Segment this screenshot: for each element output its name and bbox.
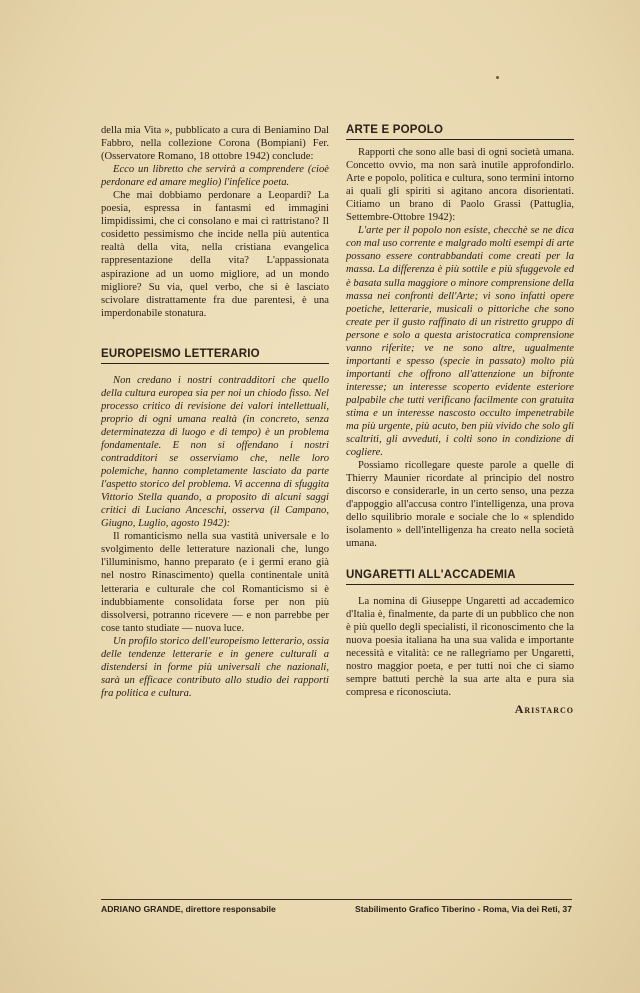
body-paragraph: Possiamo ricollegare queste parole a quelle di Thierry Maunier ricordate al principio del nostro discorso e considerarle, in un certo senso, una pezza d'appoggio all'accusa contro l'intelligenza, una prova dello squilibrio morale e sociale che lo « splendido isolamento » dell'intelligenza ha creato nella società umana. xyxy=(346,460,574,550)
intro-paragraph: della mia Vita », pubblicato a cura di Beniamino Dal Fabbro, nella collezione Corona (Bompiani) Fer. (Osservatore Romano, 18 ottobre 1942) conclude: xyxy=(101,125,329,163)
intro-paragraph: Che mai dobbiamo perdonare a Leopardi? La poesia, espressa in fantasmi ed immagini limpidissimi, che ci consolano e mai ci rattristano? Il cosidetto pessimismo che incide nella più autentica realtà della vita, nella cristiana evangelica rappresentazione della vita? L'appassionata aspirazione ad un uomo migliore, ad un mondo migliore? Su via, quel verbo, che si è lasciato scivolare distrattamente fra due parentesi, è una imperdonabile stonatura. xyxy=(101,190,329,319)
footer-printer: Stabilimento Grafico Tiberino - Roma, Via dei Reti, 37 xyxy=(355,904,572,914)
print-speck xyxy=(496,76,499,79)
body-paragraph: Il romanticismo nella sua vastità universale e lo svolgimento delle letterature nazionali che, lungo l'illuminismo, hanno preparato (e i germi erano già nel nostro Rinascimento) quella continentale unità letteraria e culturale che col Romanticismo si è indubbiamente consolidata forse per non più dissolversi, potranno ricevere — e non parrebbe per cose tanto studiate — nuova luce. xyxy=(101,531,329,634)
footer xyxy=(101,904,572,914)
quote-paragraph: Un profilo storico dell'europeismo letterario, ossia delle tendenze letterarie e in genere culturali a distendersi in forme più universali che nazionali, sarà un efficace contributo allo studio dei rapporti fra politica e cultura. xyxy=(101,635,329,699)
quote-paragraph: Non credano i nostri contradditori che quello della cultura europea sia per noi un chiodo fisso. Nel processo critico di revisione dei valori intellettuali, proprio di ogni umana realtà (in concreto, senza determinatezza di luogo e di tempo) è un problema fondamentale. E non si offendano i nostri contradditori se osserviamo che, nelle loro polemiche, hanno completamente lasciato da parte l'aspetto storico del problema. Vi accenna di sfuggita Vittorio Stella quando, a proposito di alcuni saggi critici di Luciano Anceschi, osserva (il Campano, Giugno, Luglio, agosto 1942): xyxy=(101,374,329,530)
section-heading-ungaretti: UNGARETTI ALL'ACCADEMIA xyxy=(346,569,574,585)
footer-rule xyxy=(101,899,572,900)
intro-quote: Ecco un libretto che servirà a comprendere (cioè perdonare ed amare meglio) l'infelice poeta. xyxy=(101,164,329,189)
author-signature: Aristarco xyxy=(514,701,574,716)
quote-paragraph: L'arte per il popolo non esiste, checchè se ne dica con mal uso corrente e malgrado molti esempi di arte possano essere contrabbandati come creati per la massa. La differenza è più sottile e più sfuggevole ed è basata sulla maggiore o minore comprensione della massa nei confronti dell'Arte; vi sono infatti opere poetiche, letterarie, musicali o pittoriche che sono create per il gusto raffinato di un ristretto gruppo di persone e solo a questa aristocratica comprensione vanno riferite; ve ne sono altre, ugualmente importanti e spesso (specie in passato) molto più importanti che offrono all'attenzione un bifronte interesse; un interesse scoperto evidente esteriore palpabile che tutti verificano facilmente con gratuita stima e un interesse nascosto occulto impenetrabile ma più urgente, più acuto, ben più vivido che solo gli scaltriti, gli avveduti, i colti sono in condizione di cogliere. xyxy=(346,225,574,459)
body-paragraph: La nomina di Giuseppe Ungaretti ad accademico d'Italia è, finalmente, da parte di un pubblico che non è più quello degli specialisti, il riconoscimento che la nuova poesia italiana ha una sua valida e importante necessità e vitalità: ce ne rallegriamo per Ungaretti, nostro maggior poeta, e per tutti noi che ci siamo sempre battuti perchè la sua arte alta e pura sia compresa e riconosciuta. xyxy=(346,595,574,698)
section-heading-arte-popolo: ARTE E POPOLO xyxy=(346,124,574,140)
footer-editor: ADRIANO GRANDE, direttore responsabile xyxy=(101,904,276,914)
left-column xyxy=(101,124,329,700)
right-column xyxy=(346,124,574,716)
section-heading-europeismo: EUROPEISMO LETTERARIO xyxy=(101,348,329,364)
body-paragraph: Rapporti che sono alle basi di ogni società umana. Concetto ovvio, ma non sarà inutile approfondirlo. Arte e popolo, politica e cultura, sono termini intorno ai quali gli spiriti si agitano ancora disorientati. Citiamo un brano di Paolo Grassi (Pattuglia, Settembre-Ottobre 1942): xyxy=(346,147,574,224)
